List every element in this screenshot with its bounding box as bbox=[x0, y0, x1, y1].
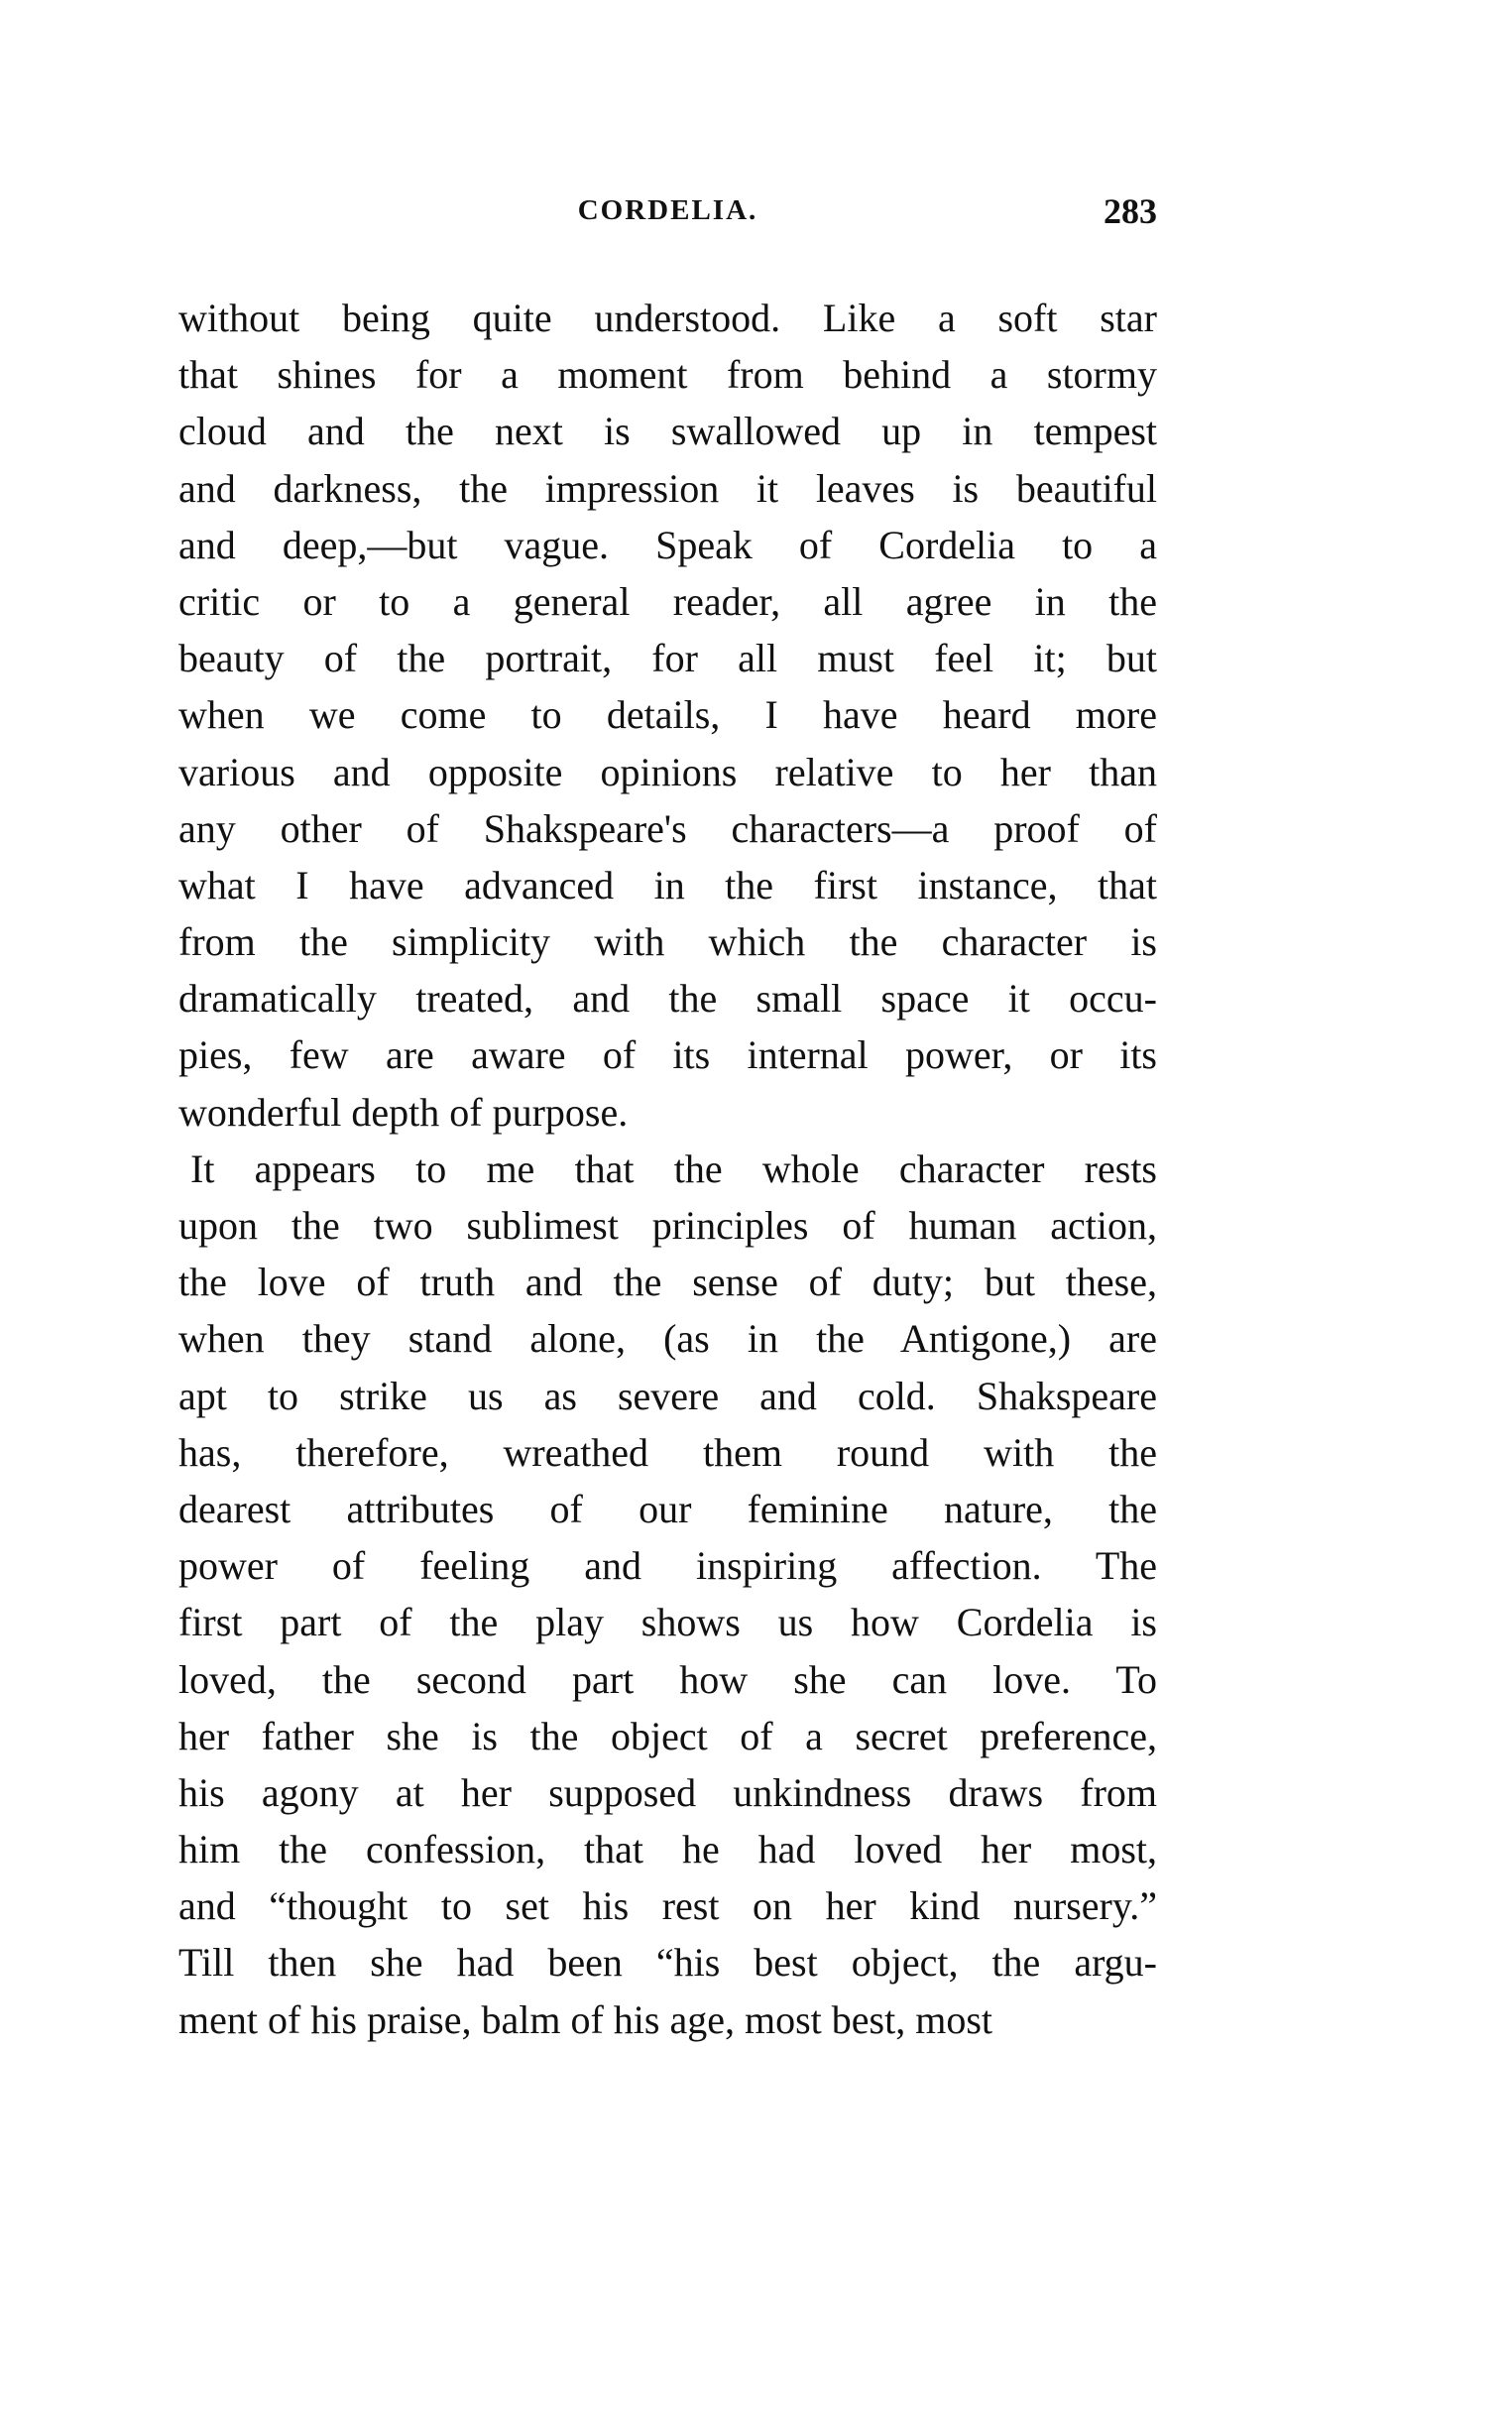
running-head bbox=[178, 191, 1157, 244]
text-line: various and opposite opinions relative to her than bbox=[178, 749, 1157, 794]
text-line: dramatically treated, and the small space it occu- bbox=[178, 976, 1157, 1022]
text-line: beauty of the portrait, for all must feel it; but bbox=[178, 636, 1157, 681]
text-line: apt to strike us as severe and cold. Shakspeare bbox=[178, 1373, 1157, 1418]
text-line: has, therefore, wreathed them round with the bbox=[178, 1429, 1157, 1475]
text-line: any other of Shakspeare's characters—a proof of bbox=[178, 805, 1157, 851]
text-line: Till then she had been “his best object, the argu- bbox=[178, 1940, 1157, 1986]
text-line: and deep,—but vague. Speak of Cordelia to a bbox=[178, 522, 1157, 567]
paragraph bbox=[178, 290, 1157, 1141]
text-line: pies, few are aware of its internal power, or its bbox=[178, 1032, 1157, 1078]
text-line: power of feeling and inspiring affection. The bbox=[178, 1543, 1157, 1589]
text-line: his agony at her supposed unkindness draws from bbox=[178, 1769, 1157, 1815]
text-line: first part of the play shows us how Cordelia is bbox=[178, 1600, 1157, 1645]
text-line: and darkness, the impression it leaves is beautiful bbox=[178, 465, 1157, 511]
text-line: ment of his praise, balm of his age, most best, most bbox=[178, 1996, 992, 2042]
text-line: wonderful depth of purpose. bbox=[178, 1089, 629, 1135]
text-line: her father she is the object of a secret preference, bbox=[178, 1713, 1157, 1758]
text-line: critic or to a general reader, all agree in the bbox=[178, 578, 1157, 624]
text-line: when we come to details, I have heard more bbox=[178, 692, 1157, 738]
text-line: upon the two sublimest principles of human action, bbox=[178, 1203, 1157, 1248]
text-line: that shines for a moment from behind a stormy bbox=[178, 352, 1157, 398]
text-line: when they stand alone, (as in the Antigone,) are bbox=[178, 1316, 1157, 1362]
paragraph bbox=[178, 1141, 1157, 2048]
running-head-title: CORDELIA. bbox=[577, 194, 758, 226]
body-text bbox=[178, 290, 1157, 2048]
text-line: what I have advanced in the first instance, that bbox=[178, 862, 1157, 907]
text-line: him the confession, that he had loved her most, bbox=[178, 1827, 1157, 1872]
text-line: cloud and the next is swallowed up in tempest bbox=[178, 409, 1157, 454]
text-line: and “thought to set his rest on her kind nursery.” bbox=[178, 1883, 1157, 1929]
text-line: without being quite understood. Like a soft star bbox=[178, 296, 1157, 340]
text-line: from the simplicity with which the character is bbox=[178, 919, 1157, 965]
text-line: dearest attributes of our feminine nature, the bbox=[178, 1486, 1157, 1531]
text-line: loved, the second part how she can love. To bbox=[178, 1656, 1157, 1702]
text-line: the love of truth and the sense of duty; but these, bbox=[178, 1260, 1157, 1305]
text-line: It appears to me that the whole character rests bbox=[190, 1146, 1157, 1191]
page-number: 283 bbox=[1104, 191, 1157, 231]
